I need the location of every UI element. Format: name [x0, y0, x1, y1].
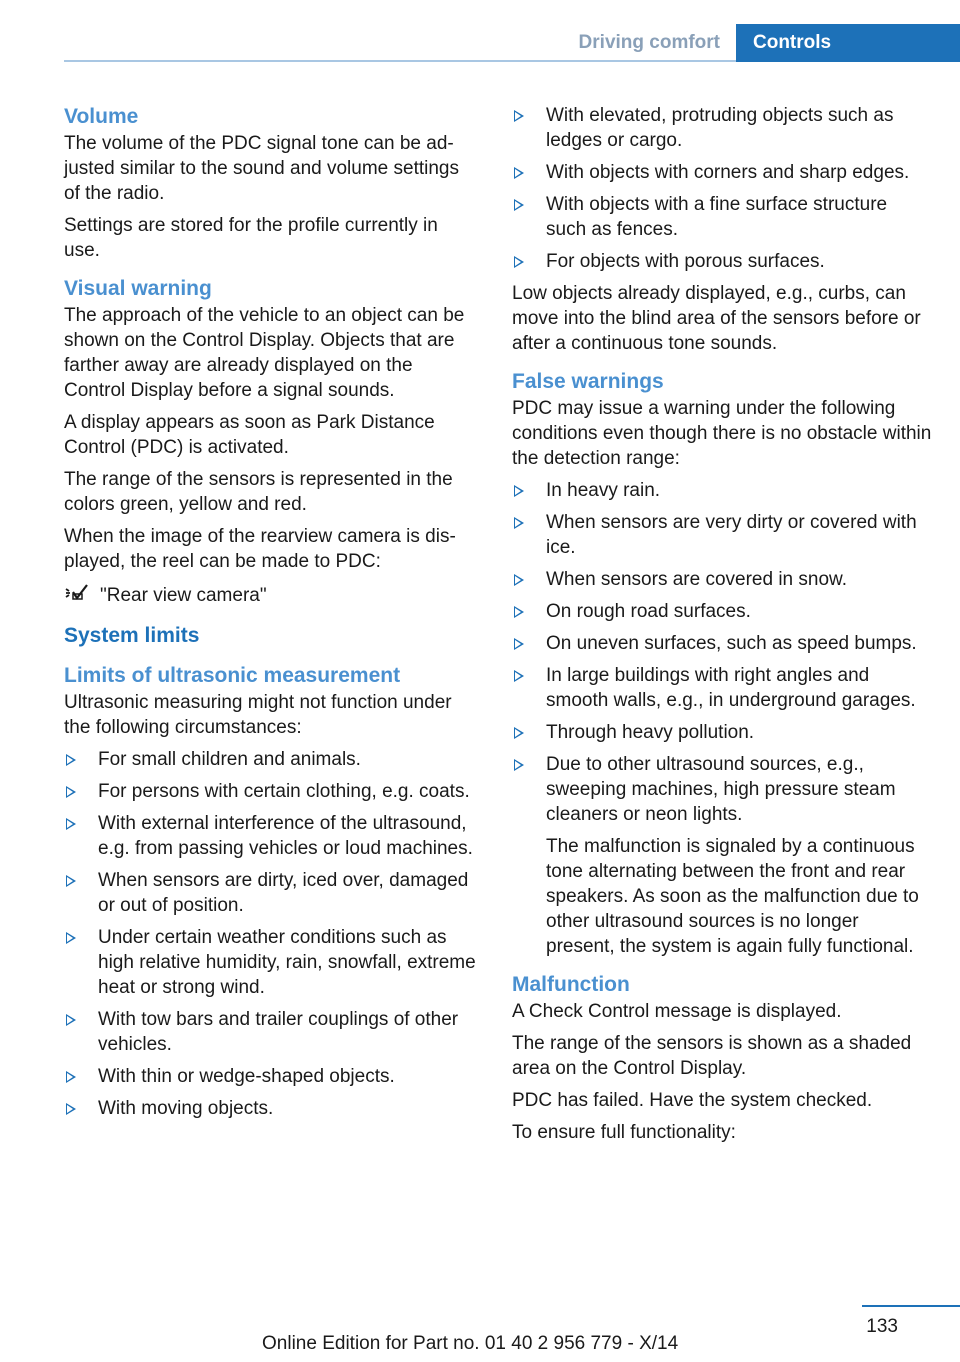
footer-rule: [862, 1305, 960, 1307]
bullet-triangle-icon: [514, 606, 524, 618]
list-item: With objects with corners and sharp edges.: [512, 160, 932, 185]
bullet-triangle-icon: [66, 1071, 76, 1083]
visual-warning-section: [64, 275, 479, 610]
header-section: Driving comfort: [578, 32, 720, 53]
visual-warning-paragraph-4: When the image of the rearview camera is displayed, the reel can be made to PDC:: [64, 526, 456, 572]
bullet-triangle-icon: [514, 574, 524, 586]
header-chapter-tab: Controls: [736, 24, 960, 62]
malfunction-heading: Malfunction: [512, 973, 630, 996]
list-item: Due to other ultrasound sources, e.g., sweeping machines, high pressure steam cleaners or neon lights.: [512, 752, 932, 827]
volume-section: [64, 103, 479, 263]
rear-view-camera-row: [64, 581, 479, 610]
page-number: 133: [866, 1316, 898, 1337]
bullet-triangle-icon: [514, 199, 524, 211]
list-item: When sensors are very dirty or covered with ice.: [512, 510, 932, 560]
ultrasonic-limits-list: [64, 747, 479, 1121]
visual-warning-paragraph-3: The range of the sensors is represented in the colors green, yellow and red.: [64, 469, 453, 515]
bullet-triangle-icon: [66, 875, 76, 887]
list-item: With thin or wedge-shaped objects.: [64, 1064, 479, 1089]
list-item: On rough road surfaces.: [512, 599, 932, 624]
bullet-triangle-icon: [514, 517, 524, 529]
false-warnings-note: The malfunction is signaled by a continuous tone alternating between the front and rear speakers. As soon as the malfunction due to other ultrasound sources is no longer present, the system is again fully functional.: [546, 836, 919, 957]
left-column: [64, 103, 479, 1128]
malfunction-section: [512, 971, 932, 1145]
visual-warning-paragraph-2: A display appears as soon as Park Distance Control (PDC) is activated.: [64, 412, 435, 458]
volume-heading: Volume: [64, 105, 139, 128]
bullet-triangle-icon: [514, 256, 524, 268]
list-item: Under certain weather conditions such as high relative humidity, rain, snowfall, extreme heat or strong wind.: [64, 925, 479, 1000]
rear-view-camera-label: "Rear view camera": [100, 585, 267, 606]
malfunction-paragraph-3: PDC has failed. Have the system checked.: [512, 1090, 873, 1111]
list-item: In large buildings with right angles and smooth walls, e.g., in underground garages.: [512, 663, 932, 713]
volume-paragraph-2: Settings are stored for the profile currently in use.: [64, 215, 438, 261]
ultrasonic-limits-heading: Limits of ultrasonic measurement: [64, 664, 401, 687]
system-limits-heading: System limits: [64, 624, 200, 647]
list-item: When sensors are dirty, iced over, damaged or out of position.: [64, 868, 479, 918]
list-item: In heavy rain.: [512, 478, 932, 503]
bullet-triangle-icon: [514, 167, 524, 179]
low-objects-paragraph: Low objects already displayed, e.g., curbs, can move into the blind area of the sensors before or after a continuous tone sounds.: [512, 283, 921, 354]
list-item: For objects with porous surfaces.: [512, 249, 932, 274]
ultrasonic-limits-intro: Ultrasonic measuring might not function under the following circumstances:: [64, 692, 452, 738]
bullet-triangle-icon: [66, 786, 76, 798]
bullet-triangle-icon: [514, 110, 524, 122]
bullet-triangle-icon: [66, 818, 76, 830]
list-item: With elevated, protruding objects such as ledges or cargo.: [512, 103, 932, 153]
bullet-triangle-icon: [66, 754, 76, 766]
bullet-triangle-icon: [66, 1014, 76, 1026]
volume-paragraph-1: The volume of the PDC signal tone can be adjusted similar to the sound and volume settings of the radio.: [64, 133, 459, 204]
list-item: With objects with a fine surface structure such as fences.: [512, 192, 932, 242]
list-item: With tow bars and trailer couplings of other vehicles.: [64, 1007, 479, 1057]
bullet-triangle-icon: [514, 485, 524, 497]
right-column: [512, 103, 932, 1152]
visual-warning-paragraph-1: The approach of the vehicle to an object can be shown on the Control Display. Objects that are farther away are already displayed on the Control Display before a signal sounds.: [64, 305, 465, 401]
false-warnings-list: [512, 478, 932, 827]
list-item: With external interference of the ultrasound, e.g. from passing vehicles or loud machines.: [64, 811, 479, 861]
system-limits-section: [64, 622, 479, 650]
list-item: With moving objects.: [64, 1096, 479, 1121]
bullet-triangle-icon: [66, 932, 76, 944]
false-warnings-intro: PDC may issue a warning under the following conditions even though there is no obstacle within the detection range:: [512, 398, 932, 469]
bullet-triangle-icon: [514, 638, 524, 650]
visual-warning-heading: Visual warning: [64, 277, 212, 300]
list-item: On uneven surfaces, such as speed bumps.: [512, 631, 932, 656]
bullet-triangle-icon: [514, 670, 524, 682]
malfunction-paragraph-1: A Check Control message is displayed.: [512, 1001, 842, 1022]
bullet-triangle-icon: [514, 727, 524, 739]
false-warnings-section: [512, 368, 932, 959]
ultrasonic-limits-list-continued: [512, 103, 932, 274]
false-warnings-heading: False warnings: [512, 370, 664, 393]
bullet-triangle-icon: [66, 1103, 76, 1115]
list-item: When sensors are covered in snow.: [512, 567, 932, 592]
malfunction-paragraph-4: To ensure full functionality:: [512, 1122, 736, 1143]
list-item: For persons with certain clothing, e.g. coats.: [64, 779, 479, 804]
malfunction-paragraph-2: The range of the sensors is shown as a shaded area on the Control Display.: [512, 1033, 912, 1079]
list-item: For small children and animals.: [64, 747, 479, 772]
list-item: Through heavy pollution.: [512, 720, 932, 745]
bullet-triangle-icon: [514, 759, 524, 771]
rear-view-camera-icon: [64, 581, 90, 610]
edition-note: Online Edition for Part no. 01 40 2 956 779 - X/14: [262, 1333, 679, 1354]
ultrasonic-limits-section: [64, 662, 479, 1121]
